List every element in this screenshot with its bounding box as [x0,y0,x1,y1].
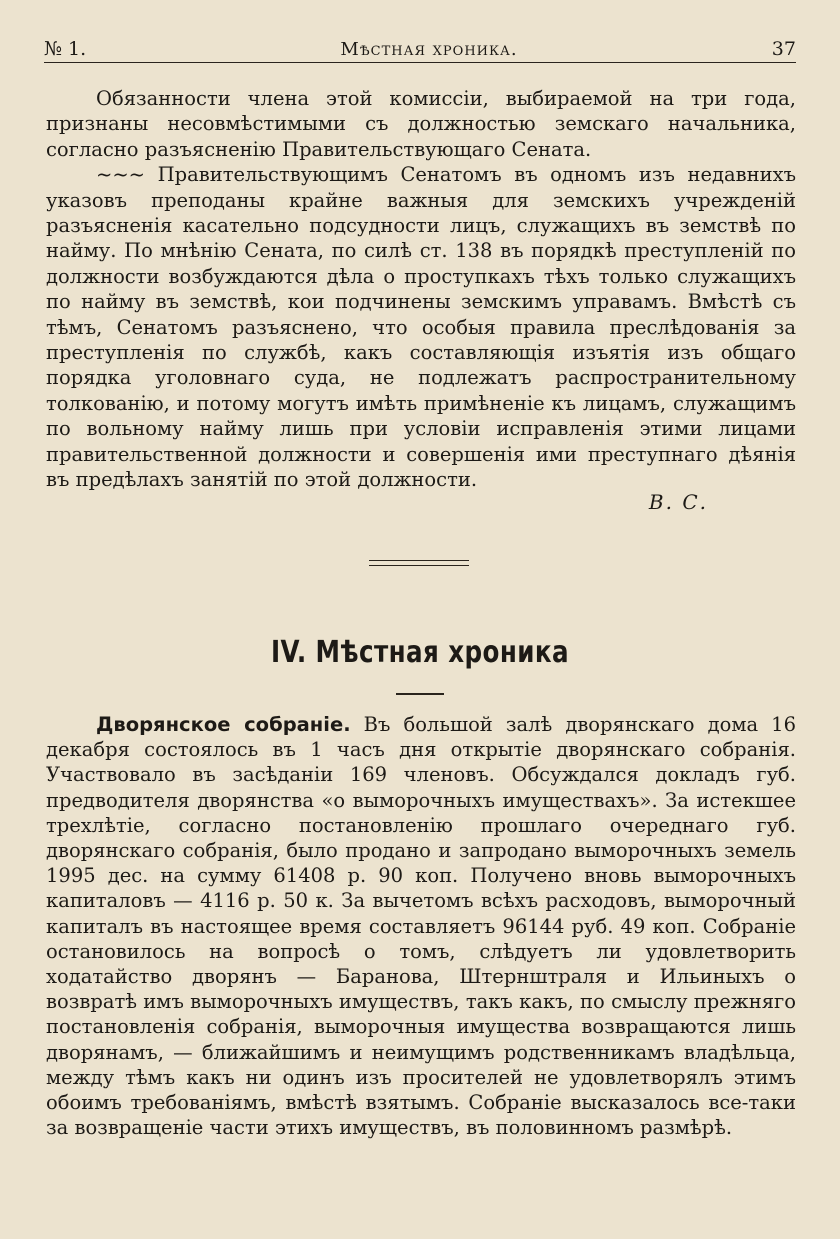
running-title: Мѣстная хроника. [340,38,518,60]
paragraph-body: Въ большой залѣ дворянскаго дома 16 декабря состоялось въ 1 часъ дня открытіе дворянскаго собранія. Участвовало въ засѣданіи 169 членовъ. Обсуждался докладъ губ. предводителя дворянства «о выморочныхъ имуществахъ». За истекшее трехлѣтіе, согласно постановленію прошлаго очереднаго губ. дворянскаго собранія, было продано и запродано выморочныхъ земель 1995 дес. на сумму 61408 р. 90 коп. Получено вновь выморочныхъ капиталовъ — 4116 р. 50 к. За вычетомъ всѣхъ расходовъ, выморочный капиталъ въ настоящее время составляетъ 96144 руб. 49 коп. Собраніе остановилось на вопросѣ о томъ, слѣдуетъ ли удовлетворить ходатайство дворянъ — Баранова, Штернштраля и Ильиныхъ о возвратѣ имъ выморочныхъ имуществъ, такъ какъ, по смыслу прежняго постановленія собранія, выморочныя имущества возвращаются лишь дворянамъ, — ближайшимъ и неимущимъ родственникамъ владѣльца, между тѣмъ какъ ни одинъ изъ просителей не удовлетворялъ этимъ обоимъ требованіямъ, вмѣстѣ взятымъ. Собраніе высказалось все-таки за возвращеніе части этихъ имуществъ, въ половинномъ размѣрѣ. [46,713,796,1140]
paragraph [46,712,796,1140]
running-header [44,34,796,64]
previous-section-text [46,86,796,493]
section-body [46,712,796,1140]
page-number: 37 [771,38,796,60]
paragraph: ~~~ Правительствующимъ Сенатомъ въ одномъ изъ недавнихъ указовъ преподаны крайне важныя для земскихъ учрежденій разъясненія касательно подсудности лицъ, служащихъ въ земствѣ по найму. По мнѣнію Сената, по силѣ ст. 138 въ порядкѣ преступленій по должности возбуждаются дѣла о проступкахъ тѣхъ только служащихъ по найму въ земствѣ, кои подчинены земскимъ управамъ. Вмѣстѣ съ тѣмъ, Сенатомъ разъяснено, что особыя правила преслѣдованія за преступленія по службѣ, какъ составляющія изъятія изъ общаго порядка уголовнаго суда, не подлежатъ распространительному толкованію, и потому могутъ имѣть примѣненіе къ лицамъ, служащимъ по вольному найму лишь при условіи исправленія этими лицами правительственной должности и совершенія ими преступнаго дѣянія въ предѣлахъ занятій по этой должности. [46,163,796,492]
signature: В. С. [648,490,708,514]
title-underline [396,693,444,695]
section-title: IV. Мѣстная хроника [270,635,569,670]
header-rule [44,62,796,63]
section-divider [369,560,469,566]
paragraph-lead: Дворянское собраніе. [96,713,351,736]
paragraph: Обязанности члена этой комиссіи, выбираемой на три года, признаны несовмѣстимыми съ должностью земскаго начальника, согласно разъясненію Правительствующаго Сената. [46,87,796,161]
issue-number: № 1. [44,38,87,60]
